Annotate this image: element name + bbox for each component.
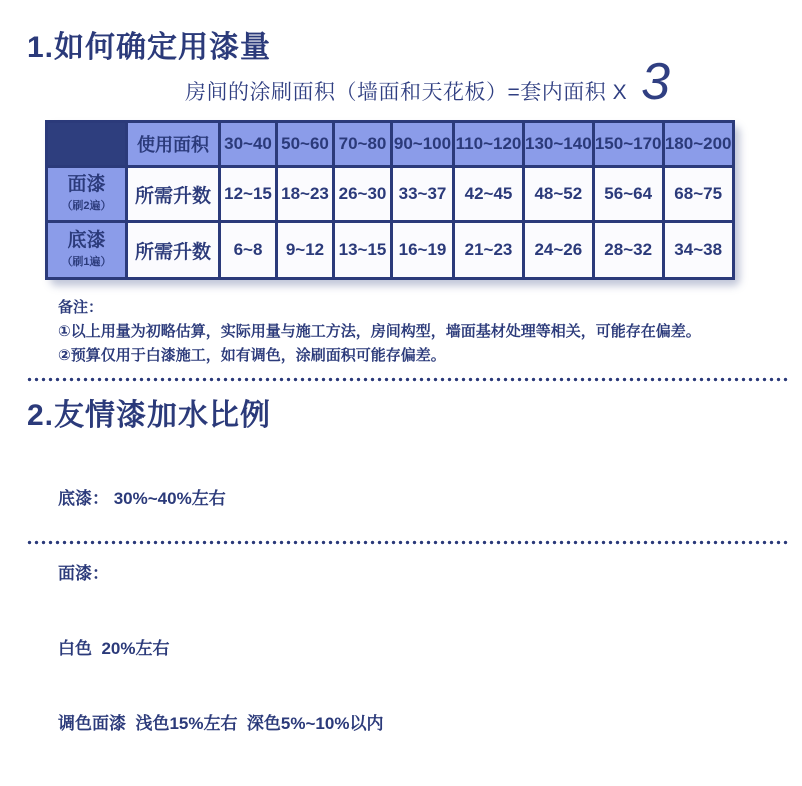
header-range: 130~140 [524, 122, 594, 167]
formula-text: 房间的涂刷面积（墙面和天花板）=套内面积 X [185, 81, 628, 104]
value-cell: 6~8 [220, 222, 277, 279]
formula-multiplier: 3 [641, 53, 671, 111]
row-label-text: 底漆 [67, 229, 106, 251]
ratio-line-white: 白色 20%左右 [58, 639, 170, 658]
value-cell: 48~52 [524, 167, 594, 222]
header-usage-area: 使用面积 [127, 122, 220, 167]
row-label-primer [47, 222, 127, 279]
value-cell: 68~75 [663, 167, 733, 222]
header-range: 110~120 [454, 122, 524, 167]
value-cell: 21~23 [454, 222, 524, 279]
header-range: 90~100 [392, 122, 454, 167]
table-row-primer [47, 222, 734, 279]
value-cell: 28~32 [593, 222, 663, 279]
value-cell: 13~15 [334, 222, 392, 279]
section2-title: 2.友情漆加水比例 [27, 399, 272, 432]
value-cell: 9~12 [277, 222, 334, 279]
ratio-line-topcoat: 面漆： [58, 564, 109, 583]
paint-area-formula [185, 53, 671, 111]
section1-title: 1.如何确定用漆量 [27, 31, 272, 64]
value-cell: 24~26 [524, 222, 594, 279]
dotted-divider-top [26, 377, 790, 382]
header-range: 180~200 [663, 122, 733, 167]
table-row-topcoat [47, 167, 734, 222]
metric-cell: 所需升数 [127, 167, 220, 222]
header-range: 50~60 [277, 122, 334, 167]
paint-usage-table-wrapper [45, 120, 735, 280]
paint-usage-table [45, 120, 735, 280]
row-label-topcoat [47, 167, 127, 222]
value-cell: 42~45 [454, 167, 524, 222]
ratio-line-tinted: 调色面漆 浅色15%左右 深色5%~10%以内 [58, 714, 384, 733]
dotted-divider-bottom [26, 540, 790, 545]
table-corner-cell [47, 122, 127, 167]
water-ratio-list [58, 436, 383, 786]
table-header-row [47, 122, 734, 167]
row-label-text: 面漆 [67, 173, 106, 195]
value-cell: 34~38 [663, 222, 733, 279]
header-range: 30~40 [220, 122, 277, 167]
note-item-2: ②预算仅用于白漆施工，如有调色，涂刷面积可能存偏差。 [58, 347, 446, 364]
header-range: 150~170 [593, 122, 663, 167]
value-cell: 18~23 [277, 167, 334, 222]
note-item-1: ①以上用量为初略估算，实际用量与施工方法，房间构型，墙面基材处理等相关，可能存在偏差。 [58, 323, 701, 340]
value-cell: 12~15 [220, 167, 277, 222]
notes-block [58, 296, 701, 368]
value-cell: 16~19 [392, 222, 454, 279]
row-label-sub: （刷1遍） [61, 256, 112, 269]
value-cell: 56~64 [593, 167, 663, 222]
ratio-line-primer: 底漆： 30%~40%左右 [58, 489, 226, 508]
notes-title: 备注： [58, 299, 104, 316]
metric-cell: 所需升数 [127, 222, 220, 279]
value-cell: 26~30 [334, 167, 392, 222]
value-cell: 33~37 [392, 167, 454, 222]
row-label-sub: （刷2遍） [61, 200, 112, 213]
header-range: 70~80 [334, 122, 392, 167]
